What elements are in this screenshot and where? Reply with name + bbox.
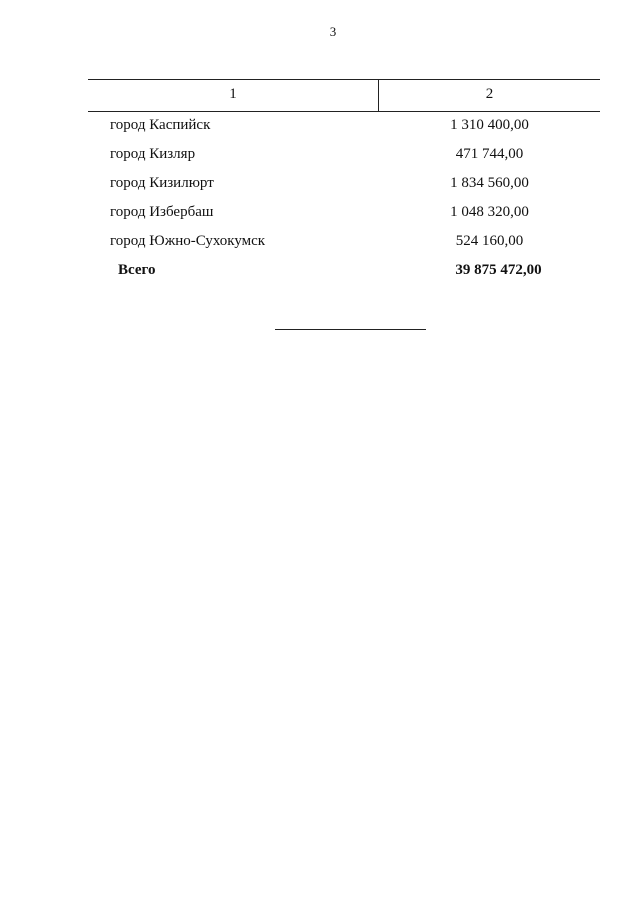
page-number: 3 bbox=[329, 24, 337, 39]
row-name: город Каспийск bbox=[110, 117, 211, 133]
table-row bbox=[88, 228, 600, 257]
table-header-row bbox=[88, 79, 600, 112]
row-name: город Южно-Сухокумск bbox=[110, 233, 266, 249]
row-name: город Избербаш bbox=[110, 204, 214, 220]
table-row bbox=[88, 199, 600, 228]
table-row bbox=[88, 112, 600, 141]
row-amount: 524 160,00 bbox=[455, 233, 524, 249]
row-amount: 1 310 400,00 bbox=[450, 117, 529, 133]
table-row bbox=[88, 141, 600, 170]
column-header-1: 1 bbox=[229, 86, 237, 102]
row-amount: 1 048 320,00 bbox=[450, 204, 529, 220]
row-name: город Кизляр bbox=[110, 146, 196, 162]
allocation-table bbox=[88, 79, 600, 286]
table-row bbox=[88, 170, 600, 199]
row-amount: 1 834 560,00 bbox=[450, 175, 529, 191]
row-amount: 471 744,00 bbox=[455, 146, 524, 162]
total-label: Всего bbox=[118, 262, 156, 278]
row-name: город Кизилюрт bbox=[110, 175, 214, 191]
column-header-2: 2 bbox=[485, 86, 494, 102]
total-row bbox=[88, 257, 600, 286]
total-amount: 39 875 472,00 bbox=[455, 262, 542, 278]
end-of-document-line bbox=[275, 329, 426, 330]
